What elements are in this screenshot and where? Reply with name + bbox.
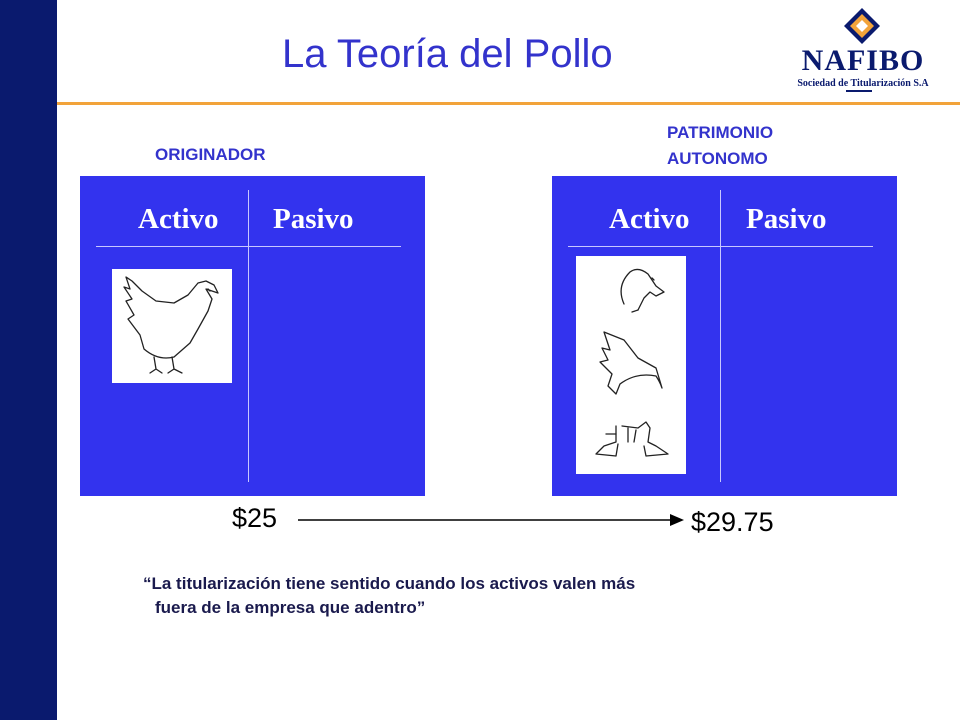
patrimonio-label <box>667 120 773 172</box>
originador-activo-header: Activo <box>138 203 219 235</box>
patrimonio-divider-line <box>720 190 721 482</box>
quote-text <box>143 572 863 620</box>
patrimonio-label-line2: AUTONOMO <box>667 149 768 168</box>
transfer-arrow-icon <box>296 512 686 528</box>
patrimonio-label-line1: PATRIMONIO <box>667 123 774 142</box>
originador-panel <box>80 176 425 496</box>
patrimonio-amount: $29.75 <box>691 507 774 537</box>
header-divider <box>57 102 960 105</box>
patrimonio-activo-header: Activo <box>609 203 690 235</box>
left-sidebar-bar <box>0 0 57 720</box>
whole-chicken-icon <box>112 269 232 383</box>
logo-subtitle: Sociedad de Titularización S.A <box>797 78 929 89</box>
chicken-parts-icon <box>576 256 686 474</box>
nafibo-logo <box>778 6 948 96</box>
logo-underline <box>846 90 872 92</box>
originador-amount: $25 <box>232 503 278 533</box>
originador-pasivo-header: Pasivo <box>273 203 354 235</box>
logo-name: NAFIBO <box>801 44 925 77</box>
patrimonio-panel <box>552 176 897 496</box>
originador-divider-line <box>248 190 249 482</box>
slide-title: La Teoría del Pollo <box>282 32 613 76</box>
originador-label: ORIGINADOR <box>155 145 266 164</box>
quote-line-2: fuera de la empresa que adentro” <box>155 598 426 617</box>
quote-line-1: “La titularización tiene sentido cuando los activos valen más <box>143 574 636 593</box>
patrimonio-pasivo-header: Pasivo <box>746 203 827 235</box>
